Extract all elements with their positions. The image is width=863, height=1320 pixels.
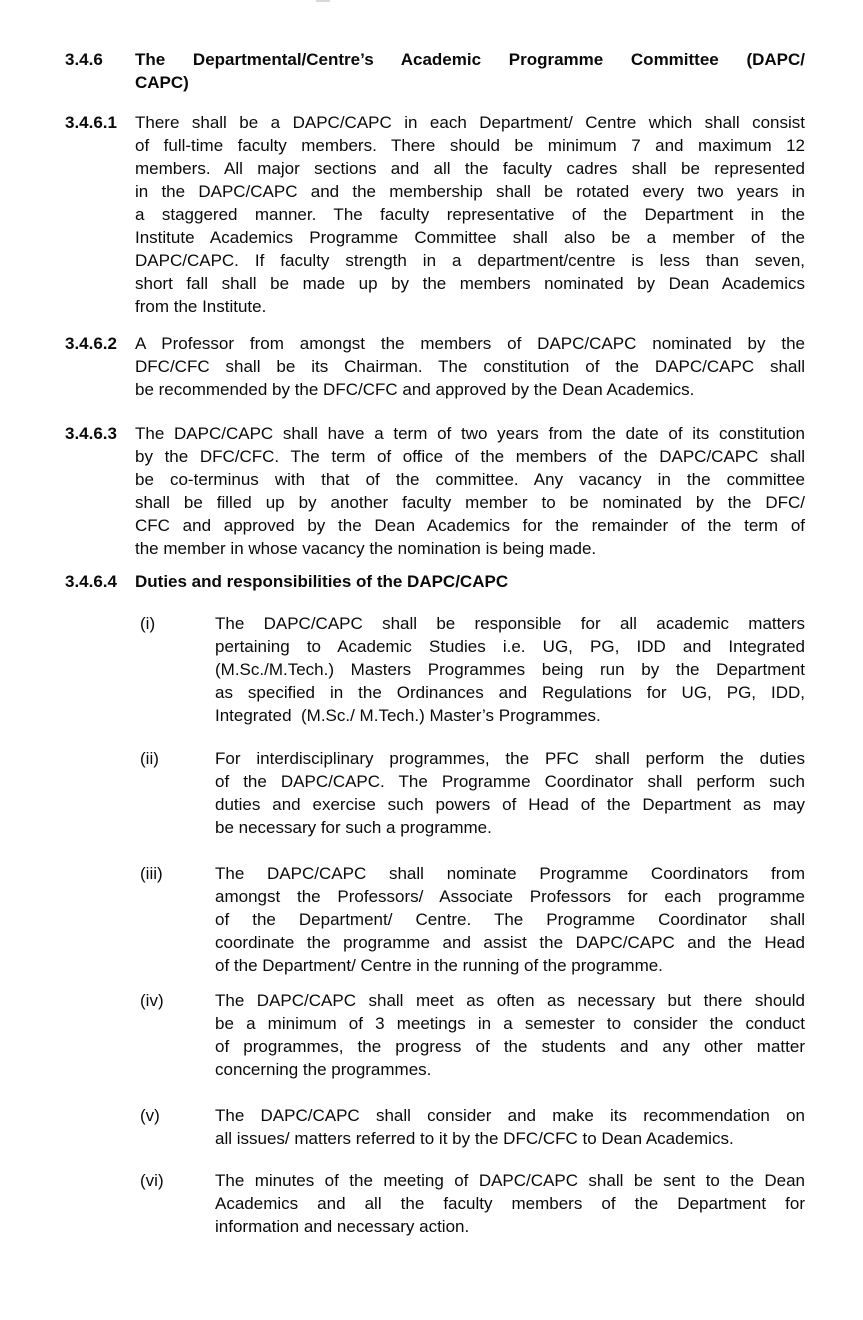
list-item-marker: (vi): [140, 1171, 164, 1190]
paragraph-text: A Professor from amongst the members of DAPC/CAPC nominated by the DFC/CFC shall be its Chairman. The constitution of the DAPC/CAPC shall be recommended by the DFC/CFC and approved by the Dean Academics.: [135, 334, 805, 399]
list-item-text: The minutes of the meeting of DAPC/CAPC shall be sent to the Dean Academics and all the faculty members of the Department for information and necessary action.: [215, 1171, 805, 1236]
list-item-text: For interdisciplinary programmes, the PFC shall perform the duties of the DAPC/CAPC. The Programme Coordinator shall perform such duties and exercise such powers of Head of the Department as may be necessary for such a programme.: [215, 749, 805, 837]
section-3-4-6-3: [65, 422, 805, 560]
list-item-text: The DAPC/CAPC shall meet as often as necessary but there should be a minimum of 3 meetings in a semester to consider the conduct of programmes, the progress of the students and any other matter concerning the programmes.: [215, 991, 805, 1079]
section-number: 3.4.6: [65, 50, 103, 69]
section-heading-text: Duties and responsibilities of the DAPC/CAPC: [135, 572, 509, 591]
section-number: 3.4.6.1: [65, 113, 117, 132]
list-item-marker: (i): [140, 614, 156, 633]
section-number: 3.4.6.4: [65, 572, 117, 591]
section-heading-text: The Departmental/Centre’s Academic Programme Committee (DAPC/ CAPC): [135, 50, 805, 92]
list-item-iii: [140, 862, 805, 977]
paragraph-text: There shall be a DAPC/CAPC in each Department/ Centre which shall consist of full-time faculty members. There should be minimum 7 and maximum 12 members. All major sections and all the faculty cadres shall be represented in the DAPC/CAPC and the membership shall be rotated every two years in a staggered manner. The faculty representative of the Department in the Institute Academics Programme Committee shall also be a member of the DAPC/CAPC. If faculty strength in a department/centre is less than seven, short fall shall be made up by the members nominated by Dean Academics from the Institute.: [135, 113, 805, 316]
section-number: 3.4.6.3: [65, 424, 117, 443]
list-item-text: The DAPC/CAPC shall be responsible for all academic matters pertaining to Academic Studies i.e. UG, PG, IDD and Integrated (M.Sc./M.Tech.) Masters Programmes being run by the Department as specified in the Ordinances and Regulations for UG, PG, IDD, Integrated (M.Sc./ M.Tech.) Master’s Programmes.: [215, 614, 805, 725]
list-item-marker: (ii): [140, 749, 159, 768]
list-item-marker: (iv): [140, 991, 164, 1010]
section-3-4-6-2: [65, 332, 805, 401]
list-item-vi: [140, 1169, 805, 1238]
list-item-v: [140, 1104, 805, 1150]
section-3-4-6-4: [65, 570, 805, 593]
section-number: 3.4.6.2: [65, 334, 117, 353]
list-item-marker: (iii): [140, 864, 163, 883]
list-item-ii: [140, 747, 805, 839]
list-item-text: The DAPC/CAPC shall consider and make its recommendation on all issues/ matters referred to it by the DFC/CFC to Dean Academics.: [215, 1106, 805, 1148]
section-3-4-6-1: [65, 111, 805, 318]
list-item-iv: [140, 989, 805, 1081]
page-top-artifact: [316, 0, 330, 2]
list-item-marker: (v): [140, 1106, 160, 1125]
list-item-text: The DAPC/CAPC shall nominate Programme Coordinators from amongst the Professors/ Associate Professors for each programme of the Department/ Centre. The Programme Coordinator shall coordinate the programme and assist the DAPC/CAPC and the Head of the Department/ Centre in the running of the programme.: [215, 864, 805, 975]
list-item-i: [140, 612, 805, 727]
page-content: [65, 48, 805, 1238]
section-3-4-6: [65, 48, 805, 94]
paragraph-text: The DAPC/CAPC shall have a term of two years from the date of its constitution by the DFC/CFC. The term of office of the members of the DAPC/CAPC shall be co-terminus with that of the committee. Any vacancy in the committee shall be filled up by another faculty member to be nominated by the DFC/ CFC and approved by the Dean Academics for the remainder of the term of the member in whose vacancy the nomination is being made.: [135, 424, 805, 558]
